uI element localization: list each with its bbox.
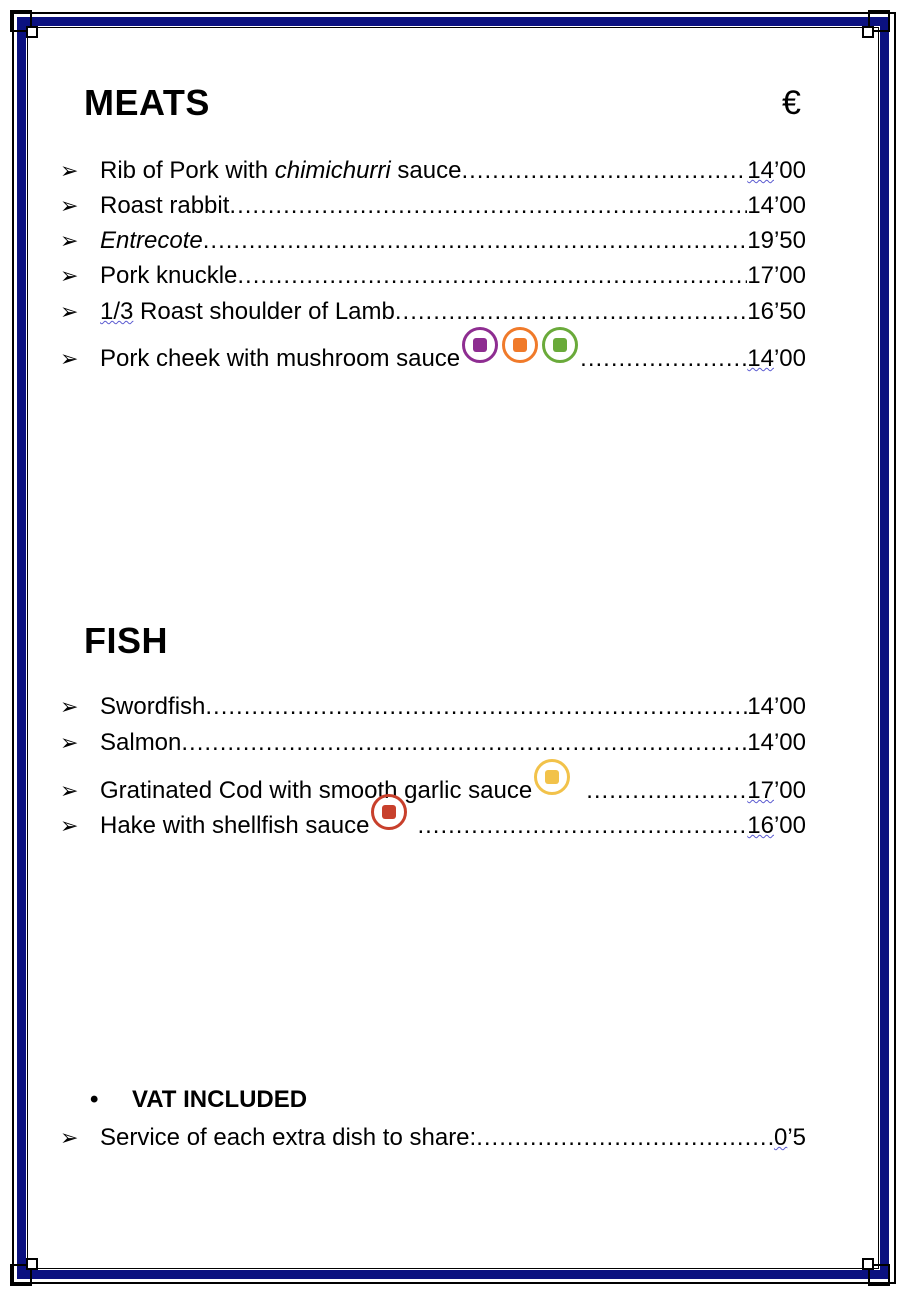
item-price: 14’00 bbox=[747, 192, 806, 219]
menu-item bbox=[60, 225, 806, 257]
corner-ornament bbox=[868, 1264, 890, 1286]
arrow-bullet-icon: ➢ bbox=[60, 813, 79, 838]
crustaceans-icon bbox=[371, 794, 407, 830]
item-name: Rib of Pork with chimichurri sauce bbox=[100, 157, 462, 184]
menu-item bbox=[60, 727, 806, 759]
menu-item bbox=[60, 260, 806, 292]
item-price: 14’00 bbox=[747, 345, 806, 372]
corner-ornament bbox=[868, 10, 890, 32]
item-name: Swordfish bbox=[100, 693, 206, 720]
service-price: 0’5 bbox=[773, 1124, 806, 1151]
item-price: 14’00 bbox=[747, 157, 806, 184]
arrow-bullet-icon: ➢ bbox=[60, 1125, 79, 1150]
service-label: Service of each extra dish to share: bbox=[100, 1124, 477, 1151]
corner-ornament bbox=[10, 10, 32, 32]
item-price: 14’00 bbox=[747, 729, 806, 756]
meats-heading: MEATS bbox=[84, 82, 210, 123]
menu-item bbox=[60, 797, 806, 839]
leader-dots bbox=[203, 225, 748, 257]
arrow-bullet-icon: ➢ bbox=[60, 730, 79, 755]
leader-dots bbox=[229, 190, 747, 222]
arrow-bullet-icon: ➢ bbox=[60, 346, 79, 371]
menu-item bbox=[60, 190, 806, 222]
item-price: 16’50 bbox=[747, 298, 806, 325]
leader-dots bbox=[476, 1122, 774, 1154]
fish-heading: FISH bbox=[84, 620, 169, 661]
leader-dots bbox=[181, 727, 747, 759]
service-charge-row bbox=[60, 1122, 806, 1154]
currency-symbol: € bbox=[782, 84, 801, 122]
item-name: Gratinated Cod with smooth garlic sauce bbox=[100, 777, 533, 804]
item-price: 19’50 bbox=[747, 227, 806, 254]
leader-dots bbox=[395, 296, 747, 328]
leader-dots bbox=[237, 260, 747, 292]
item-price: 17’00 bbox=[747, 262, 806, 289]
arrow-bullet-icon: ➢ bbox=[60, 263, 79, 288]
arrow-bullet-icon: ➢ bbox=[60, 778, 79, 803]
item-name: 1/3 Roast shoulder of Lamb bbox=[100, 298, 395, 325]
menu-item bbox=[60, 296, 806, 328]
leader-dots bbox=[205, 691, 747, 723]
item-name: Hake with shellfish sauce bbox=[100, 812, 370, 839]
menu-item bbox=[60, 330, 806, 372]
item-name: Salmon bbox=[100, 729, 182, 756]
corner-ornament bbox=[10, 1264, 32, 1286]
item-name: Roast rabbit bbox=[100, 192, 230, 219]
menu-item bbox=[60, 155, 806, 187]
item-name: Entrecote bbox=[100, 227, 203, 254]
menu-item bbox=[60, 762, 806, 804]
fish-icon bbox=[534, 759, 570, 795]
bullet-icon: • bbox=[90, 1086, 99, 1113]
sulphites-icon bbox=[462, 327, 498, 363]
arrow-bullet-icon: ➢ bbox=[60, 228, 79, 253]
arrow-bullet-icon: ➢ bbox=[60, 299, 79, 324]
arrow-bullet-icon: ➢ bbox=[60, 193, 79, 218]
item-price: 16’00 bbox=[747, 812, 806, 839]
leader-dots bbox=[417, 810, 747, 842]
leader-dots bbox=[461, 155, 747, 187]
item-name: Pork cheek with mushroom sauce bbox=[100, 345, 461, 372]
vat-note: • VAT INCLUDED bbox=[90, 1086, 308, 1113]
item-price: 14’00 bbox=[747, 693, 806, 720]
item-name: Pork knuckle bbox=[100, 262, 238, 289]
mustard-icon bbox=[542, 327, 578, 363]
arrow-bullet-icon: ➢ bbox=[60, 158, 79, 183]
celery-icon bbox=[502, 327, 538, 363]
arrow-bullet-icon: ➢ bbox=[60, 694, 79, 719]
menu-item bbox=[60, 691, 806, 723]
leader-dots bbox=[580, 343, 747, 375]
item-price: 17’00 bbox=[747, 777, 806, 804]
